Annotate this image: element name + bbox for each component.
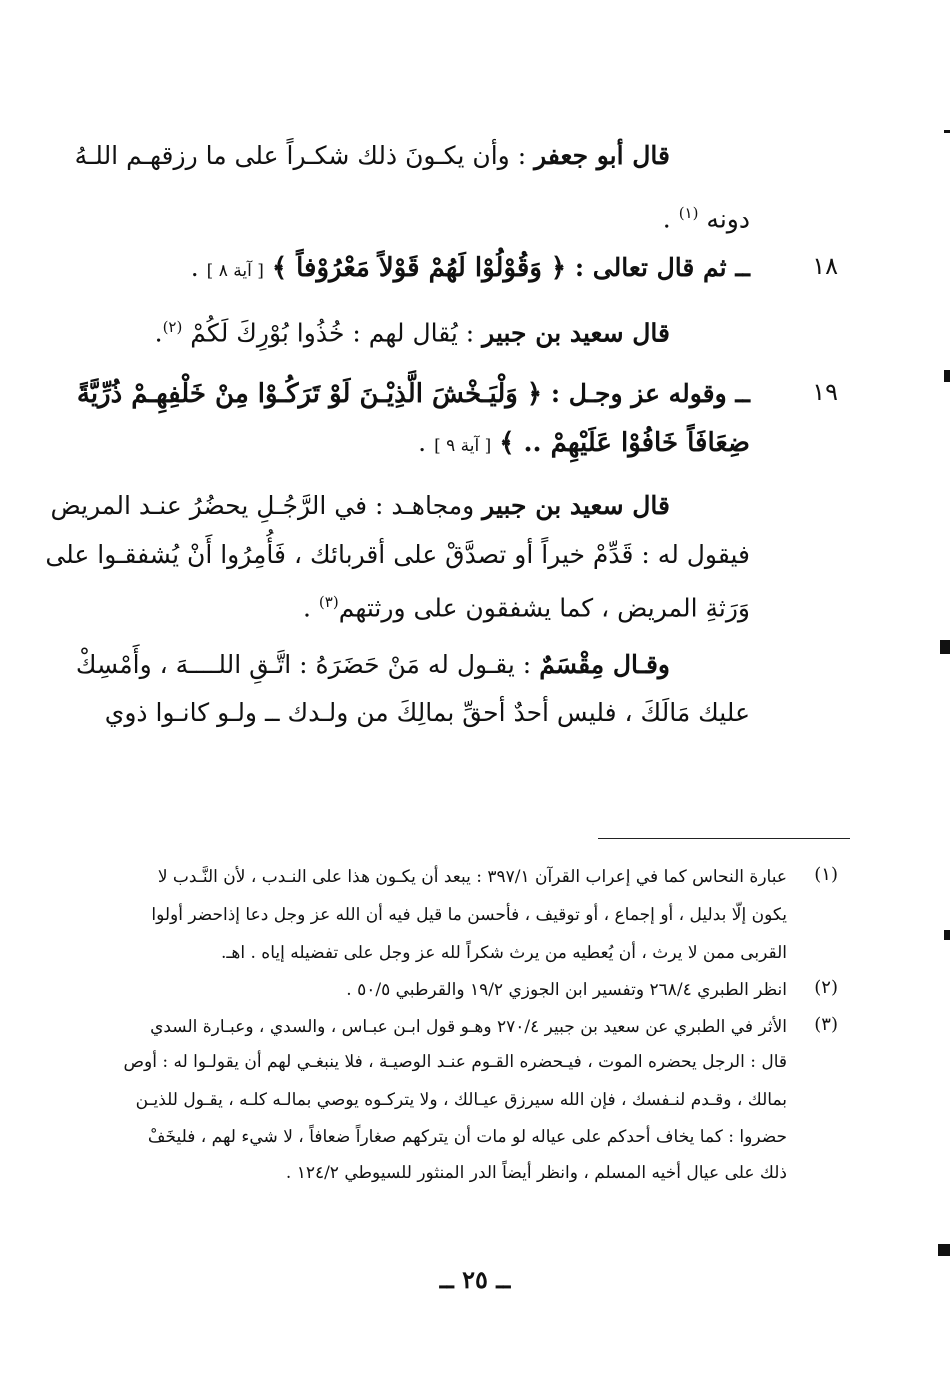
paragraph-1-line-2: دونه $^{(١)}$ .: [662, 204, 750, 234]
quran-verse-19-part-1: ﴿ وَلْيَـخْشَ الَّذِيْـنَ لَوْ تَرَكُـوْا مِنْ خَلْفِهِـمْ ذُرِّيَّةً: [76, 379, 543, 409]
verse-number-19: ١٩: [812, 378, 838, 406]
paragraph-5-line-3: وَرَثةِ المريض ، كما يشفقون على ورثتهم$^{(٣)}$ .: [303, 593, 750, 623]
footnote-1-line-3: القربى ممن لا يرث ، أن يُعطيه من يرث شكراً لله عز وجل على تفضيله إياه . اهـ.: [221, 943, 787, 963]
footnote-ref-2[interactable]: (٢): [162, 318, 183, 336]
footnote-3-line-5: ذلك على عيال أخيه المسلم ، وانظر أيضاً الدر المنثور للسيوطي ١٢٤/٢ .: [285, 1163, 787, 1183]
scan-mark-2: [944, 370, 950, 382]
verse-19-line-2: ضِعَافَاً خَافُوْا عَلَيْهِمْ .. ﴾ [ آية ٩ ] .: [418, 428, 750, 458]
paragraph-1-line-1: قال أبو جعفر : وأن يكـونَ ذلك شكـراً على ما رزقهـم اللـهُ: [74, 141, 670, 170]
verse-18-line: ــ ثم قال تعالى : ﴿ وَقُوْلُوْا لَهُمْ قَوْلاً مَعْرُوْفاً ﴾ [ آية ٨ ] .: [190, 253, 750, 283]
verse-reference-8: [ آية ٨ ]: [206, 261, 264, 281]
footnote-1-line-1: عبارة النحاس كما في إعراب القرآن ٣٩٧/١ : يبعد أن يكـون هذا على النـدب ، لأن النَّـدب لا: [157, 867, 787, 887]
paragraph-6-line-1: وقـال مِقْسَمٌ : يقـول له مَنْ حَضَرَهُ : اتَّـقِ اللــــهَ ، وأَمْسِكْ: [75, 650, 670, 679]
scan-mark-3: [940, 640, 950, 654]
footnote-1-line-2: يكون إلّا بدليل ، أو إجماع ، أو توقيف ، فأحسن ما قيل فيه أن الله عز وجل دعا إذاحضر أولوا: [151, 905, 787, 925]
quran-verse-18: ﴿ وَقُوْلُوْا لَهُمْ قَوْلاً مَعْرُوْفاً ﴾: [271, 253, 567, 283]
footnote-number-2: (٢): [814, 977, 838, 998]
verse-reference-9: [ آية ٩ ]: [434, 436, 492, 456]
paragraph-6-line-2: عليك مَالَكَ ، فليس أحدٌ أحقِّ بمالِكَ من ولـدك ــ ولـو كانـوا ذوي: [104, 698, 750, 727]
footnote-ref-3[interactable]: (٣): [318, 593, 339, 611]
speaker-abu-jafar: قال أبو جعفر: [534, 141, 670, 170]
footnote-3-line-3: بمالك ، وقـدم لنـفسك ، فإن الله سيرزق عيـالك ، ولا يتركـوه يوصي بمالـه كلـه ، يقـول للذيـن: [135, 1090, 787, 1110]
scan-mark-5: [938, 1244, 950, 1256]
paragraph-5-line-2: فيقول له : قَدِّمْ خيراً أو تصدَّقْ على أقربائك ، فَأُمِرُوا أَنْ يُشفقـوا على: [45, 540, 750, 569]
paragraph-3-line: قال سعيد بن جبير : يُقال لهم : خُذُوا بُوْرِكَ لَكُمْ $^{(٢)}$.: [154, 318, 670, 348]
verse-number-18: ١٨: [812, 252, 838, 280]
paragraph-5-line-1: قال سعيد بن جبير ومجاهـد : في الرَّجُـلِ يحضُرُ عنـد المريض: [50, 491, 670, 520]
footnote-number-1: (١): [814, 864, 838, 885]
footnote-3-line-2: قال : الرجل يحضره الموت ، فيـحضره القـوم عنـد الوصيـة ، فلا ينبغـي لهم أن يقولـوا له : أوص: [123, 1052, 787, 1072]
footnote-3-line-1: الأثر في الطبري عن سعيد بن جبير ٢٧٠/٤ وهـو قول ابـن عبـاس ، والسدي ، وعبـارة السدي: [150, 1017, 787, 1037]
speaker-said-ibn-jubayr: قال سعيد بن جبير: [482, 318, 670, 348]
scan-mark-4: [944, 930, 950, 940]
footnote-3-line-4: حضروا : كما يخاف أحدكم على عياله لو مات أن يتركهم صغاراً ضعافاً ، لا شيء لهم ، فليخَفْ: [147, 1127, 787, 1147]
footnote-ref-1[interactable]: (١): [678, 204, 699, 222]
scan-mark-1: [944, 130, 950, 133]
footnote-separator: [598, 838, 850, 839]
quran-verse-19-part-2: ضِعَافَاً خَافُوْا عَلَيْهِمْ .. ﴾: [499, 428, 750, 458]
page-number: ــ ٢٥ ــ: [439, 1265, 511, 1294]
footnote-2-line-1: انظر الطبري ٢٦٨/٤ وتفسير ابن الجوزي ١٩/٢ والقرطبي ٥٠/٥ .: [346, 980, 787, 1000]
speaker-miqsam: وقـال مِقْسَمٌ: [539, 650, 670, 679]
footnote-number-3: (٣): [814, 1014, 838, 1035]
speaker-said-ibn-jubayr-2: قال سعيد بن جبير: [482, 491, 670, 520]
verse-19-line-1: ــ وقوله عز وجـل : ﴿ وَلْيَـخْشَ الَّذِيْـنَ لَوْ تَرَكُـوْا مِنْ خَلْفِهِـمْ ذُرِّيَّةً: [76, 379, 750, 409]
